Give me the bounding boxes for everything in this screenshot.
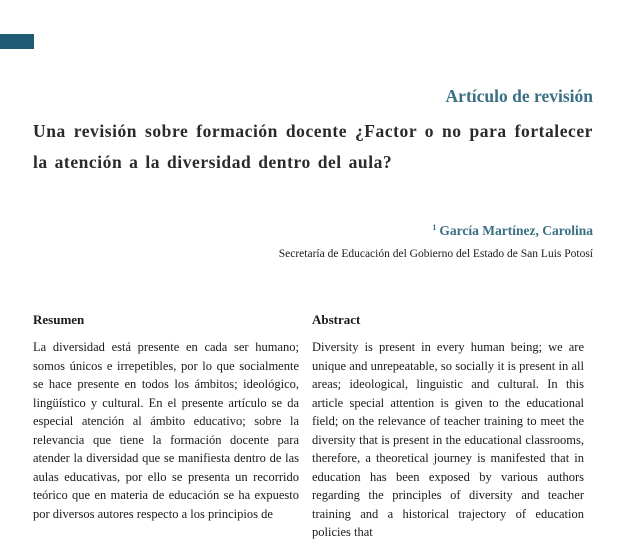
- resumen-text: La diversidad está presente en cada ser humano; somos únicos e irrepetibles, por lo que socialmente se hace presente en todos los ámbitos; ideológico, lingüístico y cultural. En el presente artículo se da especial atención al ámbito educativo; sobre la relevancia que tiene la formación docente para atender la diversidad que se manifiesta dentro de las aulas educativas, por ello se presenta un recorrido teórico que en materia de educación se ha expuesto por diversos autores respecto a los principios de: [33, 340, 299, 521]
- header-accent-bar: [0, 34, 34, 49]
- resumen-column: [33, 312, 299, 523]
- abstract-heading: Abstract: [312, 312, 361, 327]
- resumen-heading: Resumen: [33, 312, 85, 327]
- author-line: [432, 223, 593, 239]
- article-title: Una revisión sobre formación docente ¿Factor o no para fortalecer la atención a la diversidad dentro del aula?: [33, 121, 593, 172]
- author-affiliation: Secretaría de Educación del Gobierno del Estado de San Luis Potosí: [278, 248, 593, 260]
- author-name: García Martínez, Carolina: [439, 223, 593, 238]
- article-type-label: Artículo de revisión: [445, 86, 593, 106]
- author-marker: 1: [432, 223, 437, 232]
- abstract-text: Diversity is present in every human being; we are unique and unrepeatable, so socially it is present in all areas; ideological, linguistic and cultural. In this article special attention is given to the educational field; on the relevance of teacher training to meet the diversity that is present in the educational classrooms, therefore, a theoretical journey is manifested that in education has been exposed by various authors regarding the principles of diversity and teacher training and a historical trajectory of education policies that: [312, 340, 584, 539]
- abstract-column: [312, 312, 584, 542]
